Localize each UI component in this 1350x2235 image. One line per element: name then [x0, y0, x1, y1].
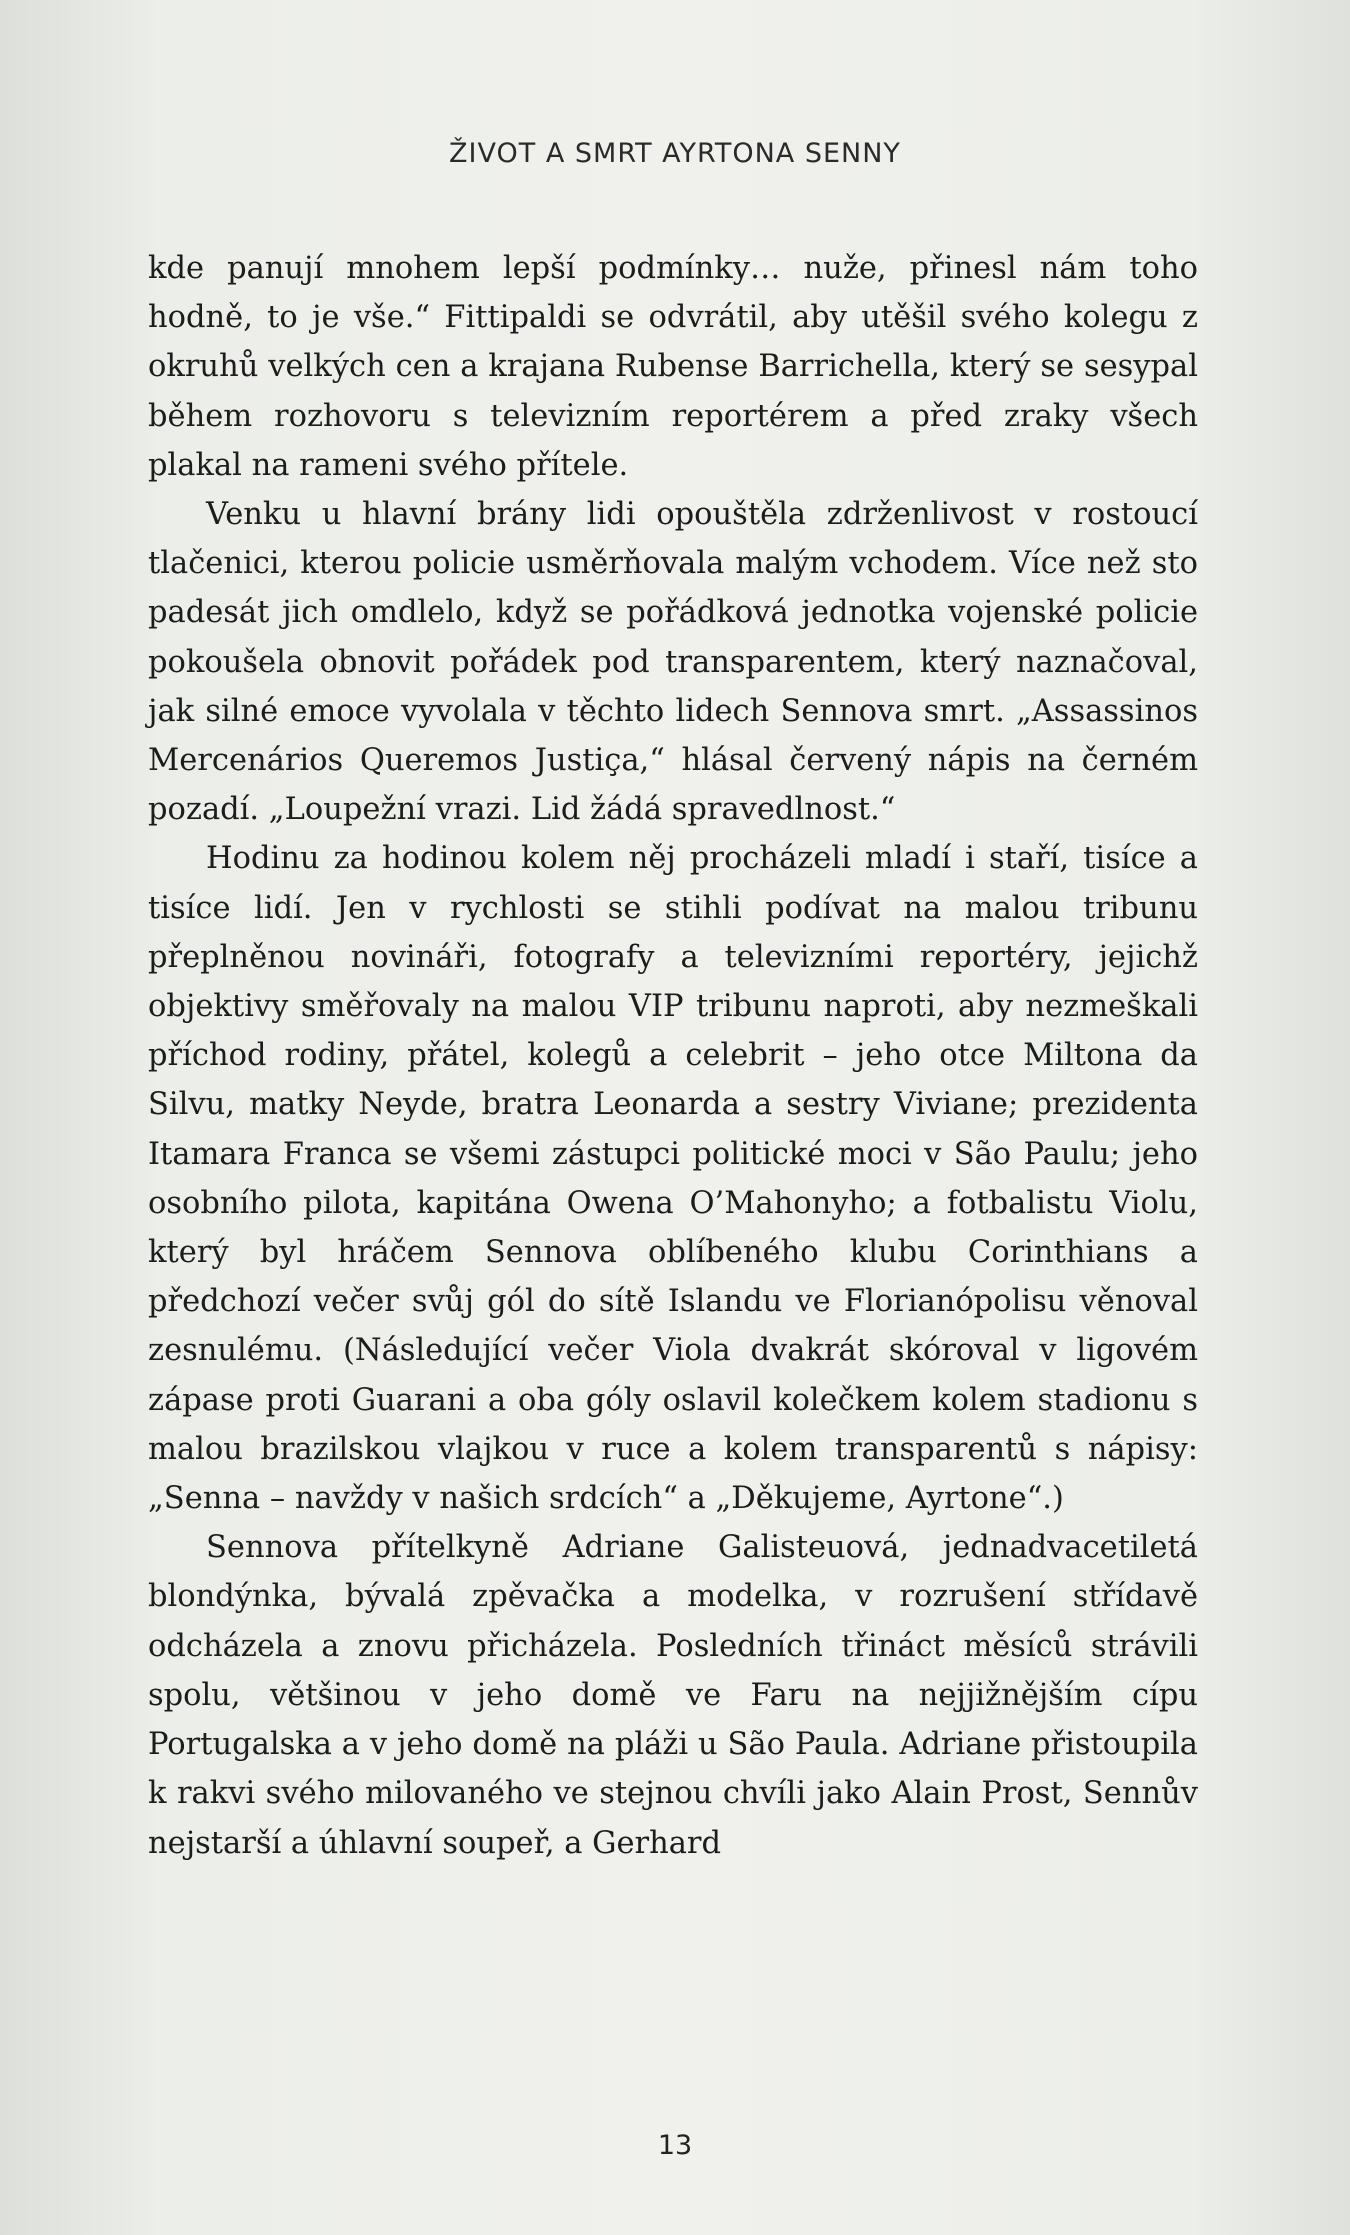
paragraph-3: Hodinu za hodinou kolem něj procházeli mladí i staří, tisíce a tisíce lidí. Jen v rychlosti se stihli podívat na malou tribunu přeplněnou novináři, fotografy a televizními reportéry, jejichž objektivy směřovaly na malou VIP tribunu naproti, aby nezmeškali příchod rodiny, přátel, kolegů a celebrit – jeho otce Miltona da Silvu, matky Neyde, bratra Leonarda a sestry Viviane; prezidenta Itamara Franca se všemi zástupci politické moci v São Paulu; jeho osobního pilota, kapitána Owena O’Mahonyho; a fotbalistu Violu, který byl hráčem Sennova oblíbeného klubu Corinthians a předchozí večer svůj gól do sítě Islandu ve Florianópolisu věnoval zesnulému. (Následující večer Viola dvakrát skóroval v ligovém zápase proti Guarani a oba góly oslavil kolečkem kolem stadionu s malou brazilskou vlajkou v ruce a kolem transparentů s nápisy: „Senna – navždy v našich srdcích“ a „Děkujeme, Ayrtone“.) [148, 841, 1198, 1517]
paragraph-1: kde panují mnohem lepší podmínky… nuže, přinesl nám toho hodně, to je vše.“ Fittipaldi se odvrátil, aby utěšil svého kolegu z okruhů velkých cen a krajana Rubense Barrichella, který se sesypal během rozhovoru s televizním reportérem a před zraky všech plakal na rameni svého přítele. [148, 251, 1198, 483]
paragraph-4: Sennova přítelkyně Adriane Galisteuová, jednadvacetiletá blondýnka, bývalá zpěvačka a modelka, v rozrušení střídavě odcházela a znovu přicházela. Posledních třináct měsíců strávili spolu, většinou v jeho domě ve Faru na nejjižnějším cípu Portugalska a v jeho domě na pláži u São Paula. Adriane přistoupila k rakvi svého milovaného ve stejnou chvíli jako Alain Prost, Sennův nejstarší a úhlavní soupeř, a Gerhard [148, 1530, 1198, 1861]
paragraph-2: Venku u hlavní brány lidi opouštěla zdrženlivost v rostoucí tlačenici, kterou policie usměrňovala malým vchodem. Více než sto padesát jich omdlelo, když se pořádková jednotka vojenské policie pokoušela obnovit pořádek pod transparentem, který naznačoval, jak silné emoce vyvolala v těchto lidech Sennova smrt. „Assassinos Mercenários Queremos Justiça,“ hlásal červený nápis na černém pozadí. „Loupežní vrazi. Lid žádá spravedlnost.“ [148, 497, 1198, 828]
body-text [148, 244, 1198, 1868]
page-number: 13 [657, 2130, 693, 2161]
running-head: ŽIVOT A SMRT AYRTONA SENNY [449, 138, 901, 169]
